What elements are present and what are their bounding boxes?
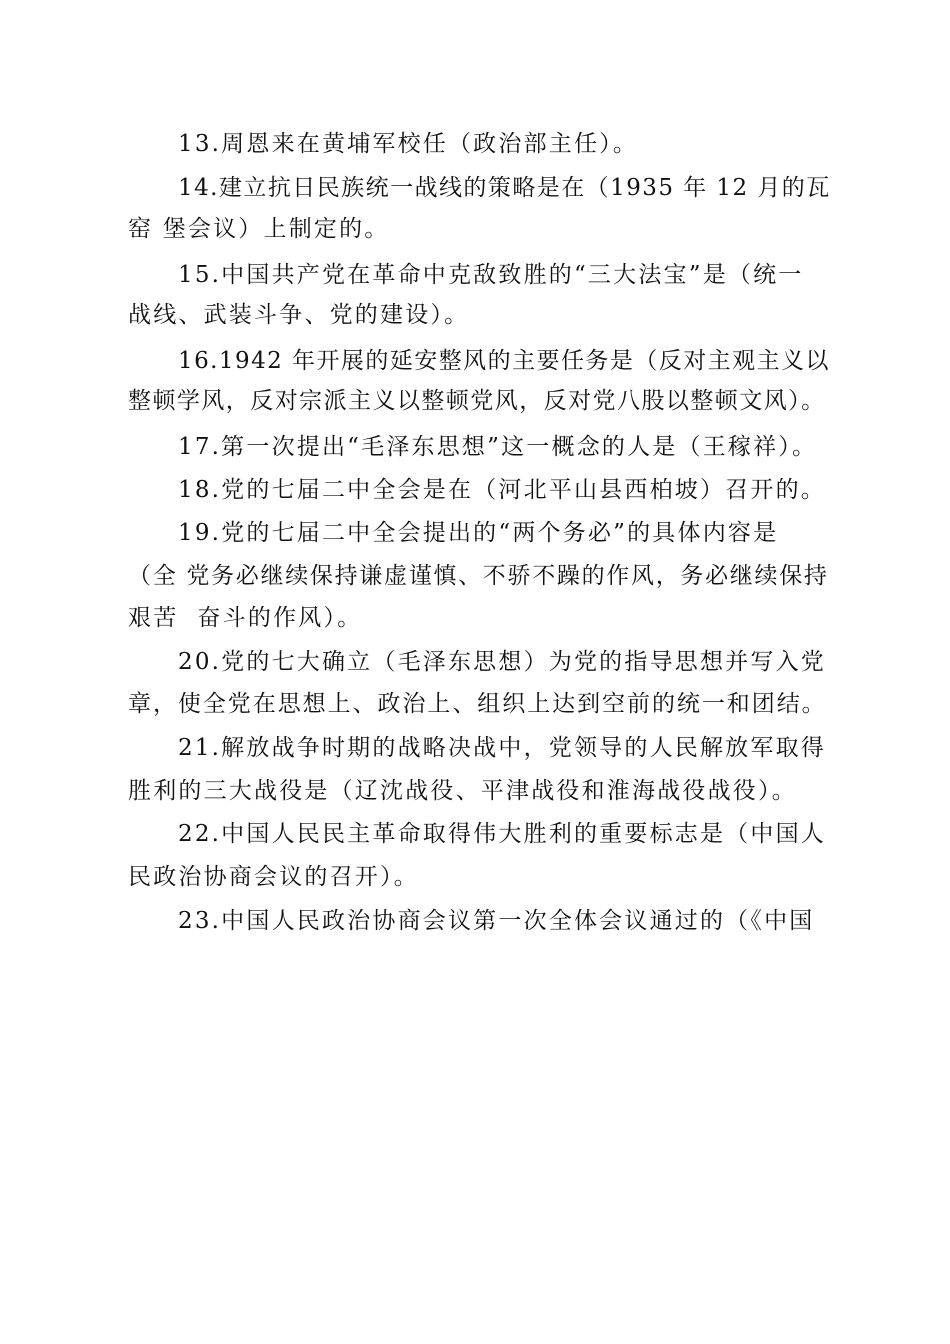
text-line-q20: 20.党的七大确立（毛泽东思想）为党的指导思想并写入党 (178, 649, 826, 675)
text-line-q16-cont: 整顿学风，反对宗派主义以整顿党风，反对党八股以整顿文风）。 (128, 388, 826, 414)
text-line-q21-cont: 胜利的三大战役是（辽沈战役、平津战役和淮海战役战役）。 (128, 778, 797, 804)
text-line-q13: 13.周恩来在黄埔军校任（政治部主任）。 (178, 131, 639, 157)
text-line-q18: 18.党的七届二中全会是在（河北平山县西柏坡）召开的。 (178, 477, 826, 503)
text-line-q21: 21.解放战争时期的战略决战中，党领导的人民解放军取得 (178, 735, 826, 761)
text-line-q19-cont-2: 艰苦 奋斗的作风）。 (128, 605, 363, 631)
text-line-q20-cont: 章，使全党在思想上、政治上、组织上达到空前的统一和团结。 (128, 691, 827, 717)
text-line-q19-cont-1: （全 党务必继续保持谦虚谨慎、不骄不躁的作风，务必继续保持 (128, 563, 829, 589)
text-line-q23: 23.中国人民政治协商会议第一次全体会议通过的（《中国 (178, 908, 815, 934)
text-line-q14-cont: 窑 堡会议）上制定的。 (128, 216, 390, 242)
text-line-q14: 14.建立抗日民族统一战线的策略是在（1935 年 12 月的瓦 (178, 175, 831, 201)
text-line-q22: 22.中国人民民主革命取得伟大胜利的重要标志是（中国人 (178, 821, 826, 847)
text-line-q19: 19.党的七届二中全会提出的“两个务必”的具体内容是 (178, 520, 779, 546)
text-line-q15: 15.中国共产党在革命中克敌致胜的“三大法宝”是（统一 (178, 262, 804, 288)
text-line-q16: 16.1942 年开展的延安整风的主要任务是（反对主观主义以 (178, 348, 830, 374)
text-line-q15-cont: 战线、武装斗争、党的建设）。 (128, 302, 470, 328)
text-line-q22-cont: 民政治协商会议的召开）。 (128, 864, 419, 890)
text-line-q17: 17.第一次提出“毛泽东思想”这一概念的人是（王稼祥）。 (178, 434, 818, 460)
